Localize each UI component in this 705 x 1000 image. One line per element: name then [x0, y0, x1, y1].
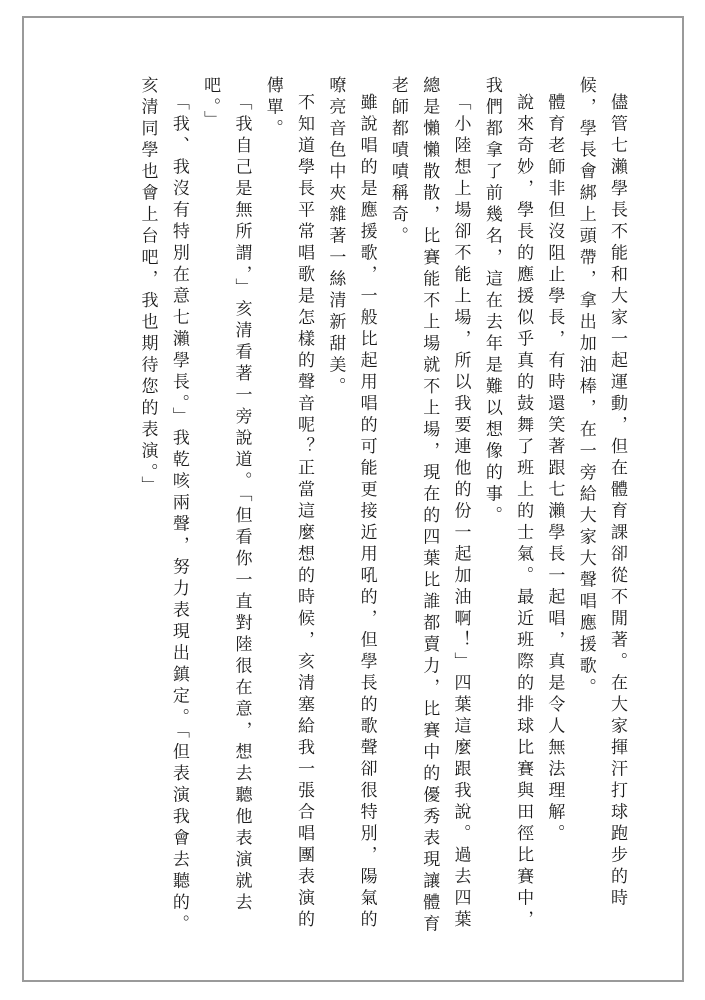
paragraph: 說來奇妙，學長的應援似乎真的鼓舞了班上的士氣。最近班際的排球比賽與田徑比賽中，我們都拿了前幾名，這在去年是難以想像的事。	[481, 76, 534, 932]
paragraph: 「小陸想上場卻不能上場，所以我要連他的份一起加油啊！」四葉這麼跟我說。過去四葉總是懶懶散散，比賽能不上場就不上場，現在的四葉比誰都賣力，比賽中的優秀表現讓體育老師都嘖嘖稱奇。	[387, 76, 471, 936]
paragraph: 雖說唱的是應援歌，一般比起用唱的可能更接近用吼的，但學長的歌聲卻很特別，陽氣的嘹亮音色中夾雜著一絲清新甜美。	[325, 76, 377, 932]
paragraph: 「我自己是無所謂，」亥清看著一旁說道。「但看你一直對陸很在意，想去聽他表演就去吧。」	[200, 76, 252, 915]
page-frame	[22, 16, 684, 982]
paragraph: 儘管七瀨學長不能和大家一起運動，但在體育課卻從不閒著。在大家揮汗打球跑步的時候，學長會綁上頭帶，拿出加油棒，在一旁給大家大聲唱應援歌。	[575, 76, 627, 910]
vertical-text-body	[131, 76, 632, 936]
paragraph: 「我、我沒有特別在意七瀨學長。」我乾咳兩聲，努力表現出鎮定。「但表演我會去聽的。亥清同學也會上台吧，我也期待您的表演。」	[137, 76, 189, 936]
paragraph: 體育老師非但沒阻止學長，有時還笑著跟七瀨學長一起唱，真是令人無法理解。	[544, 93, 565, 846]
paragraph: 不知道學長平常唱歌是怎樣的聲音呢？正當這麼想的時候，亥清塞給我一張合唱團表演的傳單。	[262, 76, 315, 932]
